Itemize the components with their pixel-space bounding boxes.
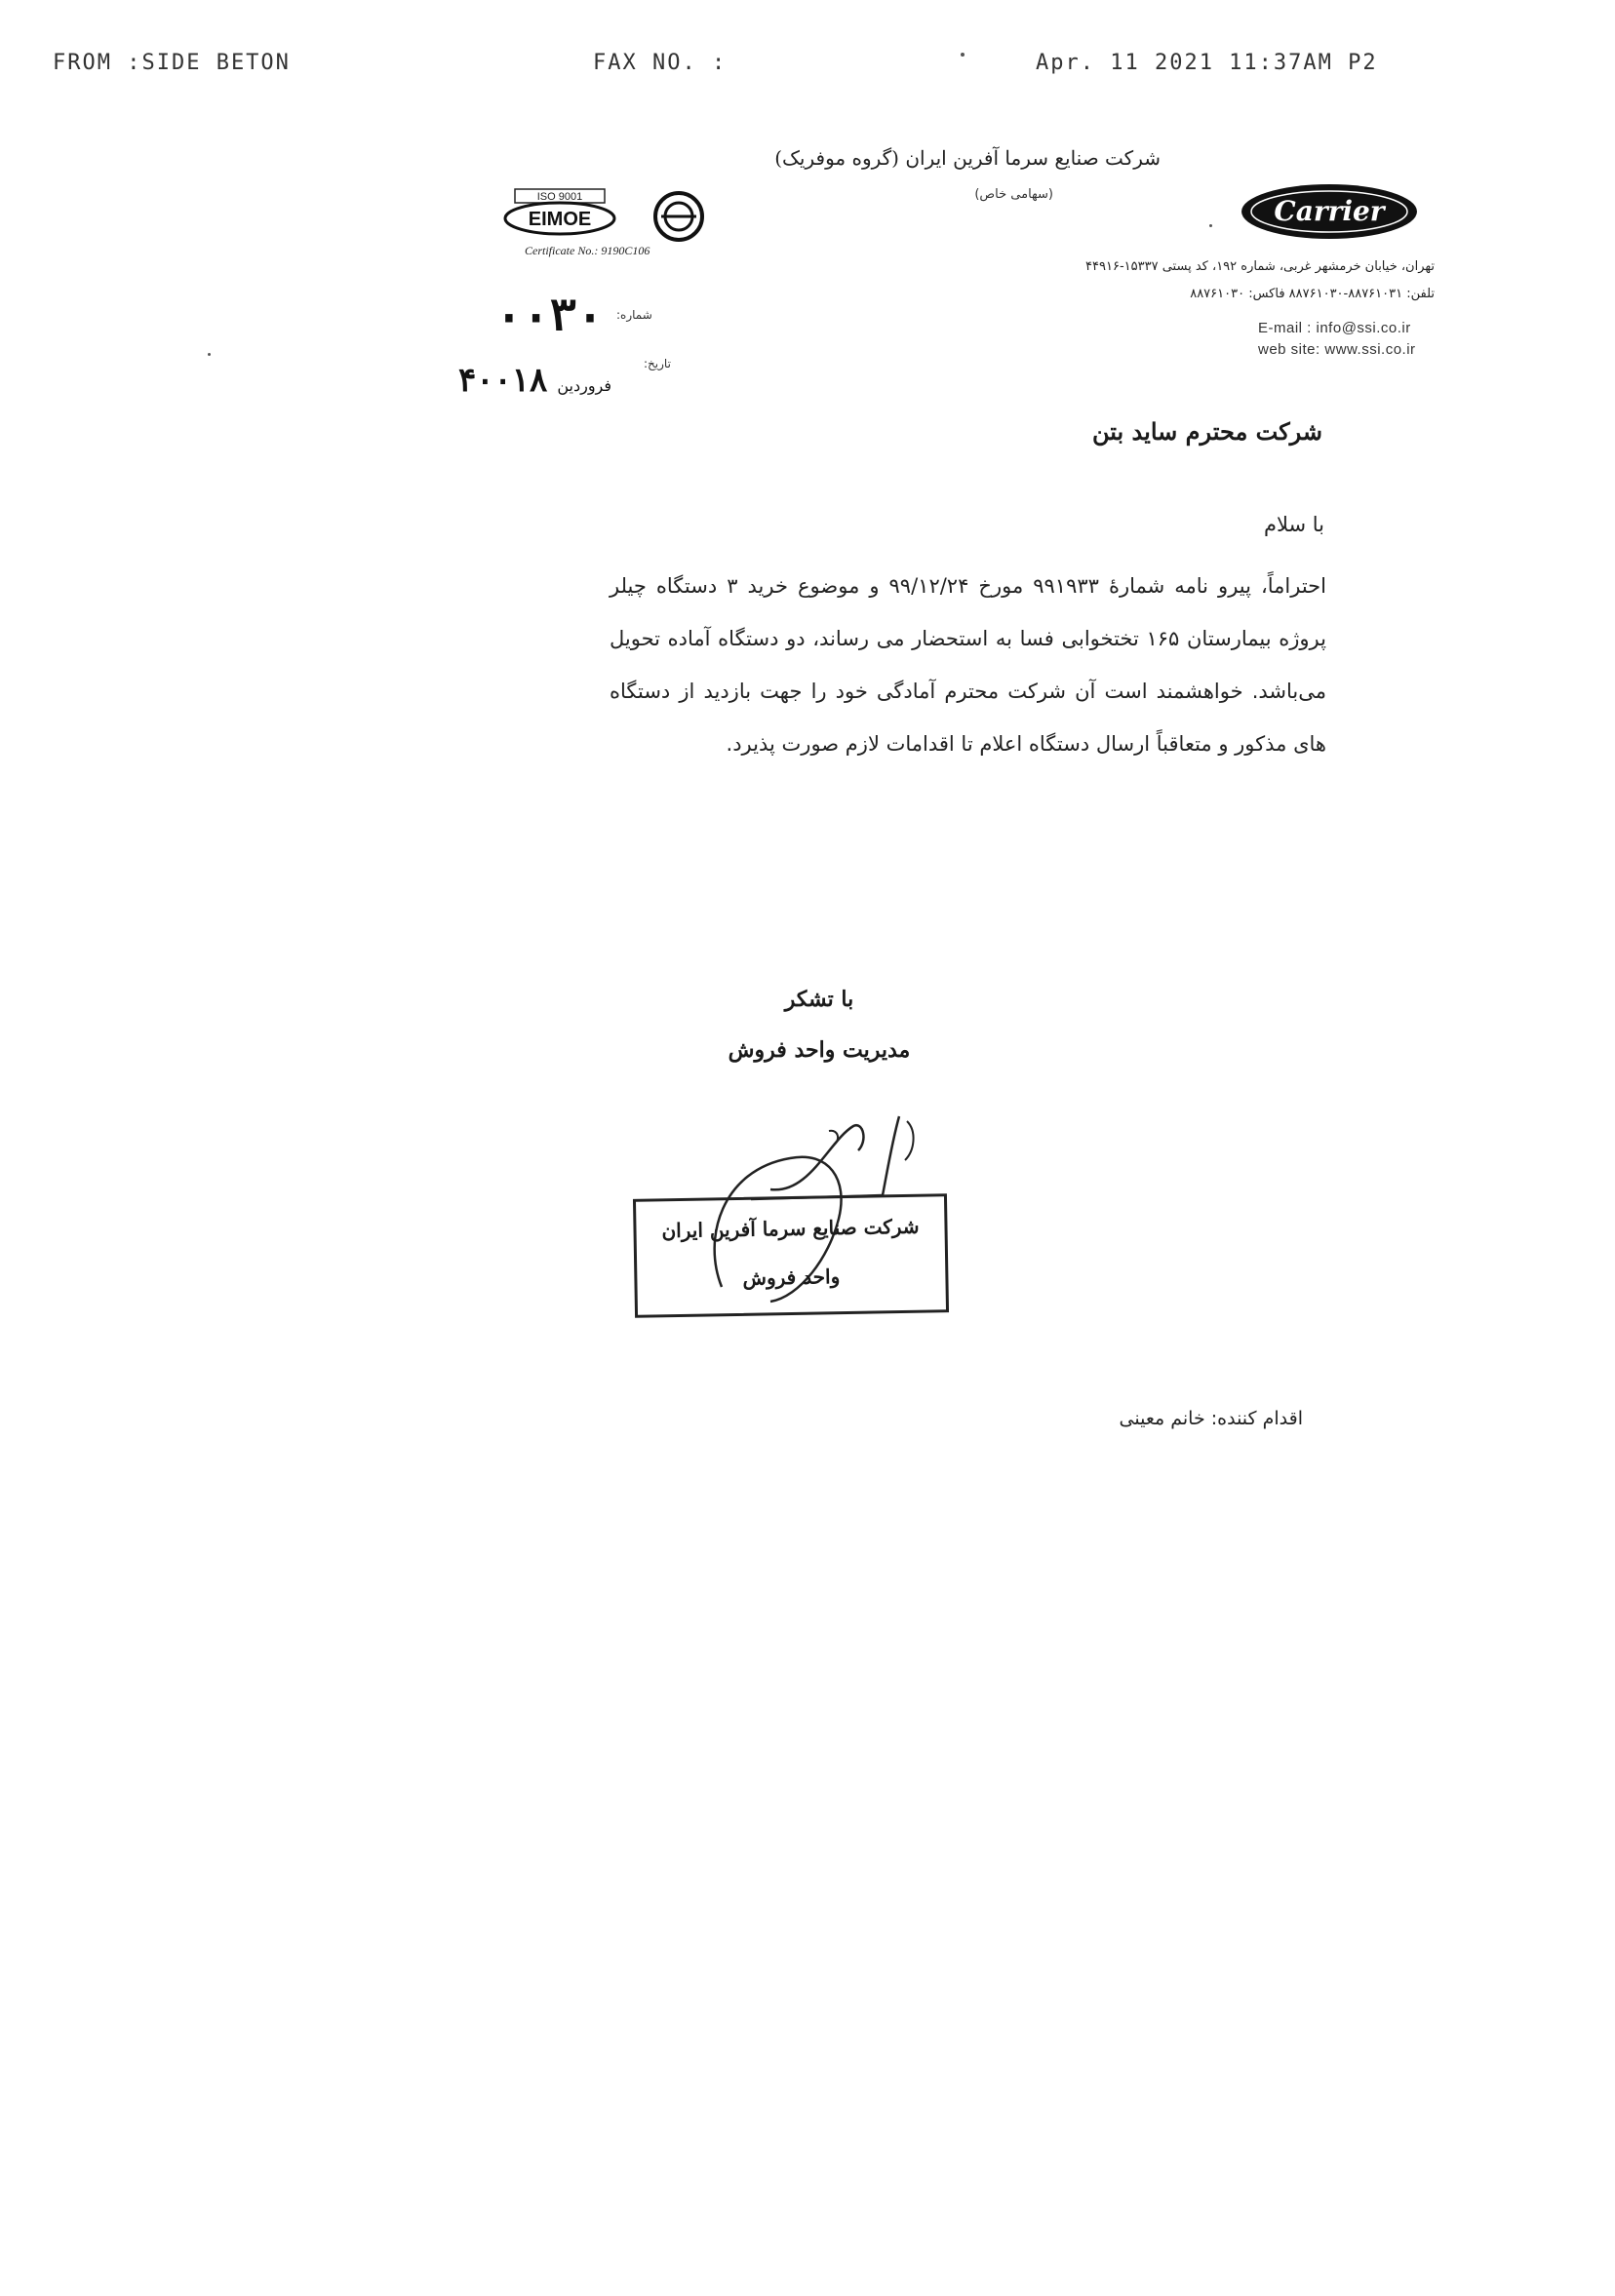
letter-date xyxy=(458,361,621,400)
stamp-department: واحد فروش xyxy=(742,1265,841,1290)
action-by: اقدام کننده: خانم معینی xyxy=(1119,1408,1303,1429)
fax-number: FAX NO. : xyxy=(593,51,728,75)
signatory-department: مدیریت واحد فروش xyxy=(728,1037,911,1063)
date-month: فروردین xyxy=(557,376,612,395)
letter-number: ۰۰۳۰ xyxy=(495,289,604,341)
iso-standard: ISO 9001 xyxy=(536,191,583,203)
scan-speck xyxy=(961,53,965,57)
number-label: شماره: xyxy=(616,308,652,322)
company-name: شرکت صنایع سرما آفرین ایران (گروه موفریک) xyxy=(774,146,1161,170)
company-type: (سهامی خاص) xyxy=(974,187,1053,202)
company-address: تهران، خیابان خرمشهر غربی، شماره ۱۹۲، کد پستی ۱۵۳۳۷-۴۴۹۱۶ xyxy=(1085,259,1435,274)
stamp-company: شرکت صنایع سرما آفرین ایران xyxy=(661,1214,920,1243)
iso-certificate: Certificate No.: 9190C106 xyxy=(525,244,650,257)
iso-registrar: EIMOE xyxy=(528,209,592,230)
fax-sender: FROM :SIDE BETON xyxy=(53,51,291,75)
date-day: ۱۸ xyxy=(511,361,548,400)
carrier-logo xyxy=(1239,181,1420,242)
date-label: تاریخ: xyxy=(644,357,671,370)
logo-text: Carrier xyxy=(1274,195,1385,227)
fax-timestamp: Apr. 11 2021 11:37AM P2 xyxy=(1036,51,1378,75)
greeting: با سلام xyxy=(1263,513,1324,536)
date-year: ۴۰۰ xyxy=(458,361,512,400)
scan-speck xyxy=(1209,224,1212,227)
company-phone: تلفن: ۸۸۷۶۱۰۳۱-۸۸۷۶۱۰۳۰ فاکس: ۸۸۷۶۱۰۳۰ xyxy=(1190,287,1435,301)
company-email: E-mail : info@ssi.co.ir xyxy=(1258,320,1411,336)
letter-body: احتراماً، پیرو نامه شمارهٔ ۹۹۱۹۳۳ مورخ ۹۹/۱۲/۲۴ و موضوع خرید ۳ دستگاه چیلر پروژه بیمارستان ۱۶۵ تختخوابی فسا به استحضار می رساند، دو دستگاه آماده تحویل می‌باشد. خواهشمند است آن شرکت محترم آمادگی خود را جهت بازدید از دستگاه های مذکور و متعاقباً ارسال دستگاه اعلام تا اقدامات لازم صورت پذیرد. xyxy=(610,574,1326,756)
addressee: شرکت محترم ساید بتن xyxy=(1092,417,1322,446)
company-website: web site: www.ssi.co.ir xyxy=(1258,341,1416,358)
closing-thanks: با تشکر xyxy=(784,987,854,1012)
scan-speck xyxy=(208,353,211,356)
company-stamp xyxy=(633,1193,949,1318)
